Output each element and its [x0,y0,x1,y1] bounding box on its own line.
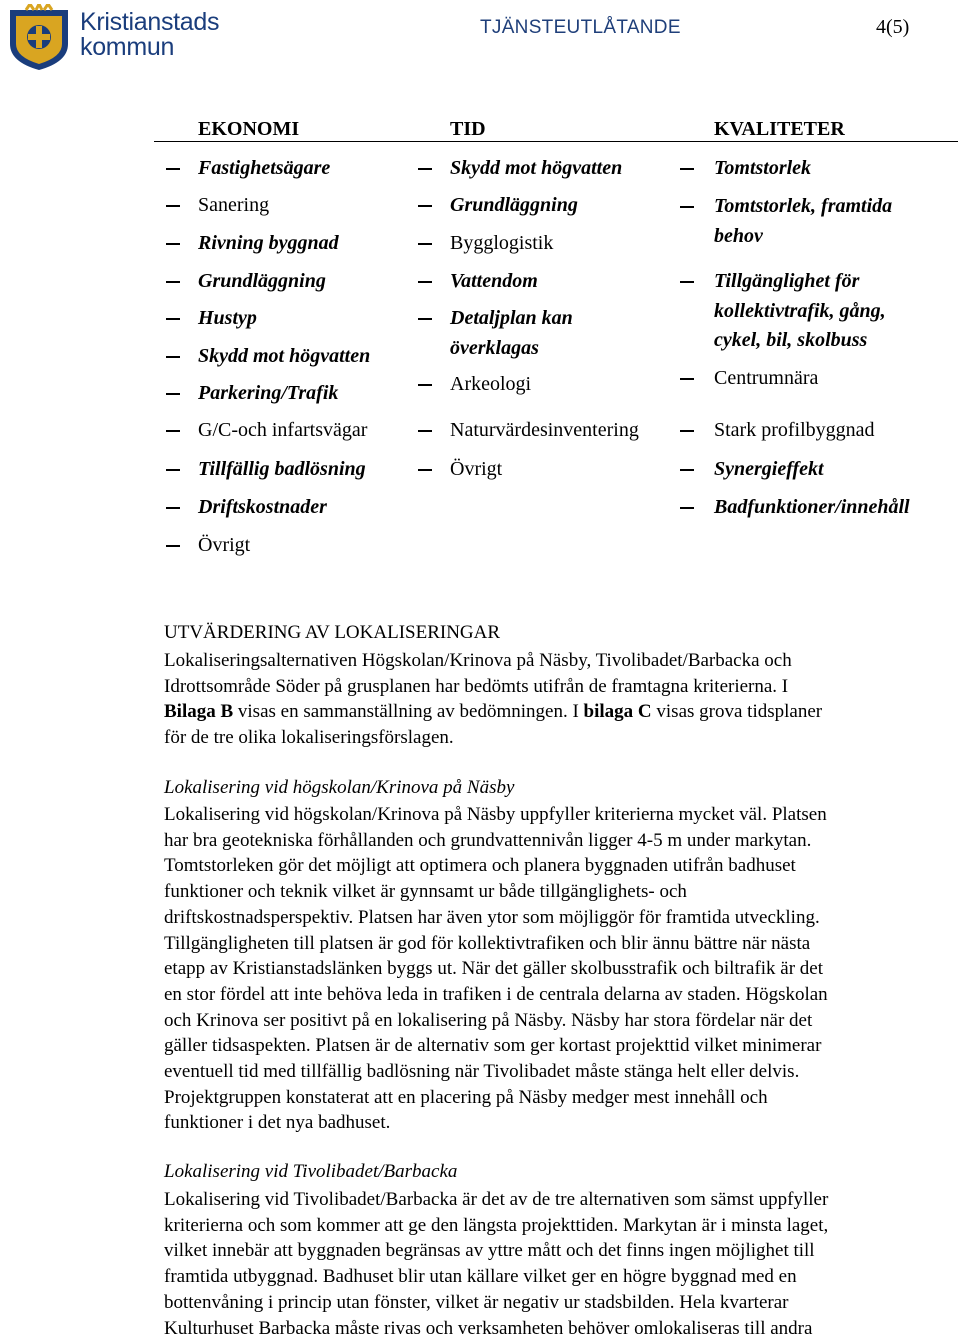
time-item: Arkeologi [450,370,531,399]
economy-heading: EKONOMI [198,118,300,140]
quality-item-continuation: cykel, bil, skolbuss [714,329,868,351]
economy-item: Grundläggning [198,267,326,296]
org-name-line1: Kristianstads [80,8,220,36]
economy-item: Fastighetsägare [198,154,330,183]
paragraph-line: Lokalisering vid högskolan/Krinova på Näsby uppfyller kriterierna mycket väl. Platsen [164,804,827,825]
economy-item: Övrigt [198,531,250,560]
paragraph-line: för de tre olika lokaliseringsförslagen. [164,727,454,749]
economy-item: Tillfällig badlösning [198,455,366,484]
quality-item: Tomtstorlek [714,154,811,183]
paragraph-line: Bilaga B visas en sammanställning av bedömningen. I bilaga C visas grova tidsplaner [164,701,823,723]
paragraph-line: Kulturhuset Barbacka måste rivas och verksamheten behöver omlokaliseras till andra [164,1317,813,1339]
paragraph-line: etapp av Kristianstadslänken byggs ut. När det gäller skolbusstrafik och biltrafik är det [164,958,824,980]
economy-item: Driftskostnader [198,493,327,522]
paragraph-line: gäller tidsaspekten. Platsen är de alternativ som ger kortast projekttid vilket minimerar [164,1035,822,1057]
time-item: Grundläggning [450,191,578,220]
time-item: Naturvärdesinventering [450,416,639,445]
quality-item: Stark profilbyggnad [714,416,875,445]
coat-of-arms-icon [6,4,72,72]
economy-item: Parkering/Trafik [198,379,338,408]
economy-item: Skydd mot högvatten [198,342,370,371]
page-number: 4(5) [876,16,910,38]
paragraph-line: Lokaliseringsalternativen Högskolan/Krinova på Näsby, Tivolibadet/Barbacka och [164,650,792,671]
quality-item: Centrumnära [714,364,818,393]
quality-item-continuation: kollektivtrafik, gång, [714,300,886,322]
paragraph-line: Tomtstorleken gör det möjligt att optimera och planera byggnaden utifrån badhuset [164,855,796,877]
time-item: Skydd mot högvatten [450,154,622,183]
paragraph-line: eventuell tid med tillfällig badlösning när Tivolibadet måste stänga helt eller delvis. [164,1061,800,1083]
time-item: Bygglogistik [450,229,553,258]
time-item-continuation: överklagas [450,337,539,359]
economy-item: Rivning byggnad [198,229,339,258]
appendix-b-ref: Bilaga B [164,701,234,723]
economy-item: Sanering [198,191,269,220]
paragraph-line: Tillgängligheten till platsen är god för kollektivtrafiken och blir ännu bättre när nästa [164,932,811,954]
time-heading: TID [450,118,486,140]
quality-item: Badfunktioner/innehåll [714,493,910,522]
quality-item: Tomtstorlek, framtida [714,192,892,221]
paragraph-line: framtida utbyggnad. Badhuset blir utan källare vilket ger en högre byggnad med en [164,1266,797,1288]
paragraph-line: och Krinova ser positivt på en lokalisering på Näsby. Näsby har stora fördelar när det [164,1009,813,1031]
quality-item-continuation: behov [714,225,763,247]
appendix-c-ref: bilaga C [583,701,652,723]
nasby-paragraph [164,802,954,1136]
evaluation-paragraph [164,648,954,751]
paragraph-line: driftskostnadsperspektiv. Platsen har även ytor som möjliggör för framtida utveckling. [164,906,820,928]
time-item: Detaljplan kan [450,304,573,333]
paragraph-line: en stor fördel att inte behöva leda in trafiken i de centrala delarna av staden. Högskolan [164,983,828,1005]
tivoli-heading: Lokalisering vid Tivolibadet/Barbacka [164,1161,458,1182]
document-type: TJÄNSTEUTLÅTANDE [480,17,681,38]
paragraph-line: kriterierna och som kommer att ge den längsta projekttiden. Markytan är i minsta laget, [164,1214,829,1236]
economy-item: Hustyp [198,304,257,333]
paragraph-line: Lokalisering vid Tivolibadet/Barbacka är det av de tre alternativen som sämst uppfyller [164,1189,829,1210]
org-name [80,10,219,60]
quality-item: Tillgänglighet för [714,267,859,296]
paragraph-line: vilket innebär att byggnaden begränsas av yttre mått och det finns ingen möjlighet till [164,1240,815,1262]
tivoli-paragraph [164,1187,954,1341]
evaluation-heading: UTVÄRDERING AV LOKALISERINGAR [164,622,501,643]
time-item: Övrigt [450,455,502,484]
paragraph-line: bottenvåning i princip utan fönster, vilket är negativ ur stadsbilden. Hela kvarterar [164,1291,789,1313]
quality-item: Synergieffekt [714,455,824,484]
time-item: Vattendom [450,267,538,296]
nasby-heading: Lokalisering vid högskolan/Krinova på Näsby [164,777,515,798]
municipality-logo [6,4,246,74]
org-name-line2: kommun [80,33,175,61]
table-header-rule [154,141,958,142]
paragraph-line: funktioner och teknik vilket är gynnsamt ur både tillgänglighets- och [164,881,687,903]
quality-heading: KVALITETER [714,118,845,140]
paragraph-line: funktioner i det nya badhuset. [164,1112,391,1134]
paragraph-line: Idrottsområde Söder på grusplanen har bedömts utifrån de framtagna kriterierna. I [164,675,789,697]
economy-item: G/C-och infartsvägar [198,416,367,445]
paragraph-line: har bra geotekniska förhållanden och grundvattennivån ligger 4-5 m under markytan. [164,829,812,851]
paragraph-line: Projektgruppen konstaterat att en placering på Näsby medger mest innehåll och [164,1086,768,1108]
